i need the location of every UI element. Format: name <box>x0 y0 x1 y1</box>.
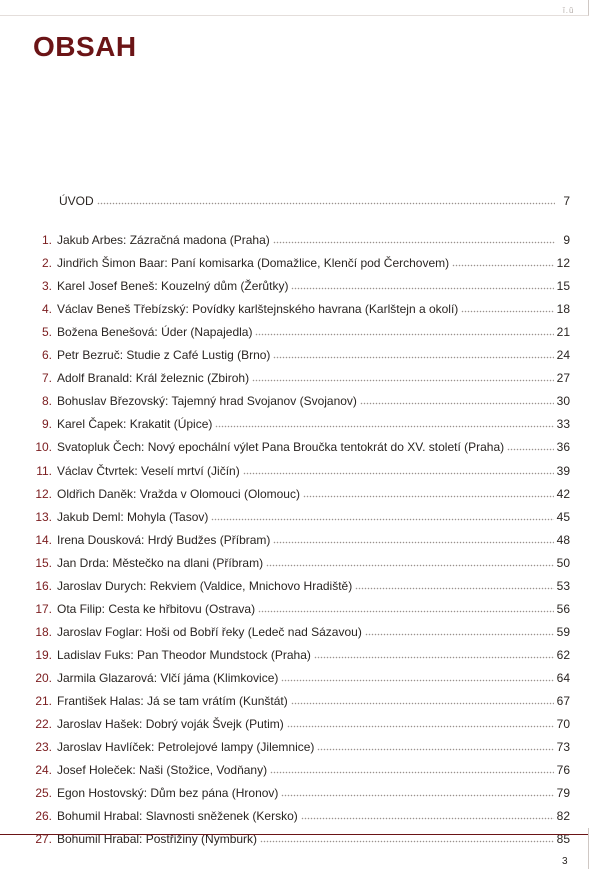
toc-entry[interactable] <box>20 806 570 826</box>
leader-dots <box>260 839 554 844</box>
toc-entry[interactable] <box>20 414 570 434</box>
toc-entry-page: 27 <box>556 371 570 385</box>
toc-entry-page: 24 <box>556 348 570 362</box>
toc-entry-number: 26. <box>35 809 52 823</box>
toc-entry-number: 25. <box>35 786 52 800</box>
toc-entry-number: 13. <box>35 510 52 524</box>
leader-dots <box>273 240 555 245</box>
toc-entry-number: 4. <box>41 302 52 316</box>
toc-entry-title: Petr Bezruč: Studie z Café Lustig (Brno) <box>57 348 271 362</box>
toc-entry-title: Irena Dousková: Hrdý Budžes (Příbram) <box>57 533 271 547</box>
toc-entry[interactable] <box>20 391 570 411</box>
toc-entry[interactable] <box>20 253 570 273</box>
toc-entry-title: Jaroslav Hašek: Dobrý voják Švejk (Putim) <box>57 717 284 731</box>
toc-entry-number: 6. <box>41 348 52 362</box>
toc-entry-number: 1. <box>41 233 52 247</box>
toc-entry-number: 3. <box>41 279 52 293</box>
toc-entry-number: 5. <box>41 325 52 339</box>
toc-entry-page: 36 <box>556 440 570 454</box>
toc-entry[interactable] <box>20 322 570 342</box>
toc-entry[interactable] <box>20 645 570 665</box>
leader-dots <box>507 447 554 452</box>
toc-entry-page: 18 <box>556 302 570 316</box>
toc-intro-row[interactable] <box>20 191 570 211</box>
toc-entry[interactable] <box>20 737 570 757</box>
toc-entry-page: 9 <box>563 233 570 247</box>
toc-entry-number: 9. <box>41 417 52 431</box>
toc-entry[interactable] <box>20 507 570 527</box>
leader-dots <box>291 701 554 706</box>
toc-entry-title: Svatopluk Čech: Nový epochální výlet Pana Broučka tentokrát do XV. století (Praha) <box>57 440 505 454</box>
toc-entry[interactable] <box>20 276 570 296</box>
toc-entry-title: Karel Josef Beneš: Kouzelný dům (Žerůtky) <box>57 279 289 293</box>
toc-entry-number: 22. <box>35 717 52 731</box>
leader-dots <box>266 563 554 568</box>
toc-entry-title: Bohumil Hrabal: Postřižiny (Nymburk) <box>57 832 258 846</box>
leader-dots <box>273 540 553 545</box>
toc-entry[interactable] <box>20 576 570 596</box>
leader-dots <box>365 632 554 637</box>
toc-entry[interactable] <box>20 553 570 573</box>
toc-entry-page: 45 <box>556 510 570 524</box>
toc-entry-page: 15 <box>556 279 570 293</box>
leader-dots <box>314 655 554 660</box>
toc-entry[interactable] <box>20 530 570 550</box>
toc-entry-page: 64 <box>556 671 570 685</box>
toc-intro-page: 7 <box>563 194 570 208</box>
toc-entry-number: 10. <box>35 440 52 454</box>
toc-entry-number: 23. <box>35 740 52 754</box>
toc-entry-number: 16. <box>35 579 52 593</box>
toc-entry-title: Václav Beneš Třebízský: Povídky karlštejnského havrana (Karlštejn a okolí) <box>57 302 459 316</box>
corner-mark: ǐ.ǔ <box>563 6 575 15</box>
toc-entry-title: Adolf Branald: Král železnic (Zbiroh) <box>57 371 250 385</box>
toc-entry-page: 42 <box>556 487 570 501</box>
leader-dots <box>243 471 554 476</box>
toc-entry[interactable] <box>20 461 570 481</box>
toc-entry-number: 18. <box>35 625 52 639</box>
toc-entry-number: 8. <box>41 394 52 408</box>
toc-entry-number: 7. <box>41 371 52 385</box>
leader-dots <box>317 747 553 752</box>
toc-entry-number: 24. <box>35 763 52 777</box>
toc-entry-number: 27. <box>35 832 52 846</box>
toc-entry-number: 19. <box>35 648 52 662</box>
toc-entry-title: Egon Hostovský: Dům bez pána (Hronov) <box>57 786 279 800</box>
toc-entry-page: 53 <box>556 579 570 593</box>
top-border <box>0 0 589 16</box>
leader-dots <box>461 309 553 314</box>
leader-dots <box>291 286 553 291</box>
leader-dots <box>258 609 554 614</box>
leader-dots <box>281 793 553 798</box>
toc-entry[interactable] <box>20 484 570 504</box>
leader-dots <box>255 332 553 337</box>
toc-entry-title: Jakub Deml: Mohyla (Tasov) <box>57 510 209 524</box>
toc-entry-number: 21. <box>35 694 52 708</box>
toc-entry-page: 30 <box>556 394 570 408</box>
toc-entry-page: 33 <box>556 417 570 431</box>
toc-entry-number: 2. <box>41 256 52 270</box>
bottom-edge <box>588 828 589 869</box>
toc-entry-number: 14. <box>35 533 52 547</box>
leader-dots <box>252 378 554 383</box>
toc-entry-title: Jan Drda: Městečko na dlani (Příbram) <box>57 556 264 570</box>
leader-dots <box>301 816 554 821</box>
toc-entry-title: Jaroslav Foglar: Hoši od Bobří řeky (Ledeč nad Sázavou) <box>57 625 362 639</box>
leader-dots <box>273 355 553 360</box>
toc-entry-title: Ladislav Fuks: Pan Theodor Mundstock (Praha) <box>57 648 311 662</box>
leader-dots <box>211 517 553 522</box>
toc-entry[interactable] <box>20 691 570 711</box>
toc-entry-page: 62 <box>556 648 570 662</box>
toc-entry[interactable] <box>20 760 570 780</box>
page-number: 3 <box>562 856 568 867</box>
leader-dots <box>281 678 553 683</box>
toc-entry-title: Bohuslav Březovský: Tajemný hrad Svojanov (Svojanov) <box>57 394 357 408</box>
toc-entry[interactable] <box>20 783 570 803</box>
toc-entry[interactable] <box>20 599 570 619</box>
toc-entry[interactable] <box>20 299 570 319</box>
leader-dots <box>355 586 553 591</box>
toc-entry-page: 70 <box>556 717 570 731</box>
toc-entry-page: 73 <box>556 740 570 754</box>
toc-entry-title: Bohumil Hrabal: Slavnosti sněženek (Kersko) <box>57 809 298 823</box>
toc-entry-title: Jarmila Glazarová: Vlčí jáma (Klimkovice) <box>57 671 279 685</box>
toc-entry-number: 12. <box>35 487 52 501</box>
toc-entry[interactable] <box>20 345 570 365</box>
toc-entry-title: Václav Čtvrtek: Veselí mrtví (Jičín) <box>57 464 240 478</box>
toc-entry-title: Jaroslav Durych: Rekviem (Valdice, Mnichovo Hradiště) <box>57 579 353 593</box>
leader-dots <box>360 401 554 406</box>
toc-entry-page: 48 <box>556 533 570 547</box>
toc-entry-title: Jakub Arbes: Zázračná madona (Praha) <box>57 233 270 247</box>
toc-entry[interactable] <box>20 368 570 388</box>
toc-entry-page: 21 <box>556 325 570 339</box>
toc-entry-title: Božena Benešová: Úder (Napajedla) <box>57 325 253 339</box>
toc-entry-page: 59 <box>556 625 570 639</box>
toc-entry-number: 11. <box>36 464 52 478</box>
bottom-rule <box>0 834 588 835</box>
toc-entry-title: Jindřich Šimon Baar: Paní komisarka (Domažlice, Klenčí pod Čerchovem) <box>57 256 450 270</box>
toc-entry[interactable] <box>20 714 570 734</box>
toc-entry-page: 67 <box>556 694 570 708</box>
leader-dots <box>97 201 555 206</box>
toc-entry-page: 50 <box>556 556 570 570</box>
leader-dots <box>215 424 553 429</box>
toc-entry-page: 79 <box>556 786 570 800</box>
toc-entry-page: 56 <box>556 602 570 616</box>
toc-entry-page: 82 <box>556 809 570 823</box>
page-title: OBSAH <box>33 31 137 62</box>
toc-intro-title: ÚVOD <box>59 194 94 208</box>
toc-entry[interactable] <box>20 230 570 250</box>
toc-entry-page: 85 <box>556 832 570 846</box>
toc-entry-page: 39 <box>556 464 570 478</box>
toc-entry-title: Karel Čapek: Krakatit (Úpice) <box>57 417 213 431</box>
toc-entry-number: 17. <box>35 602 52 616</box>
toc-entry-number: 15. <box>35 556 52 570</box>
toc-entry-title: Jaroslav Havlíček: Petrolejové lampy (Jilemnice) <box>57 740 315 754</box>
toc-entry-number: 20. <box>35 671 52 685</box>
toc-entry-page: 12 <box>556 256 570 270</box>
toc-entry-title: František Halas: Já se tam vrátím (Kunštát) <box>57 694 288 708</box>
toc-entry-page: 76 <box>556 763 570 777</box>
toc-entry-title: Oldřich Daněk: Vražda v Olomouci (Olomouc) <box>57 487 300 501</box>
toc-entry-title: Josef Holeček: Naši (Stožice, Vodňany) <box>57 763 268 777</box>
toc-entry[interactable] <box>20 829 570 849</box>
toc-entry[interactable] <box>20 437 570 457</box>
toc-entry[interactable] <box>20 668 570 688</box>
leader-dots <box>452 263 553 268</box>
toc-entry[interactable] <box>20 622 570 642</box>
toc-entry-title: Ota Filip: Cesta ke hřbitovu (Ostrava) <box>57 602 256 616</box>
leader-dots <box>287 724 554 729</box>
leader-dots <box>303 494 554 499</box>
leader-dots <box>270 770 554 775</box>
